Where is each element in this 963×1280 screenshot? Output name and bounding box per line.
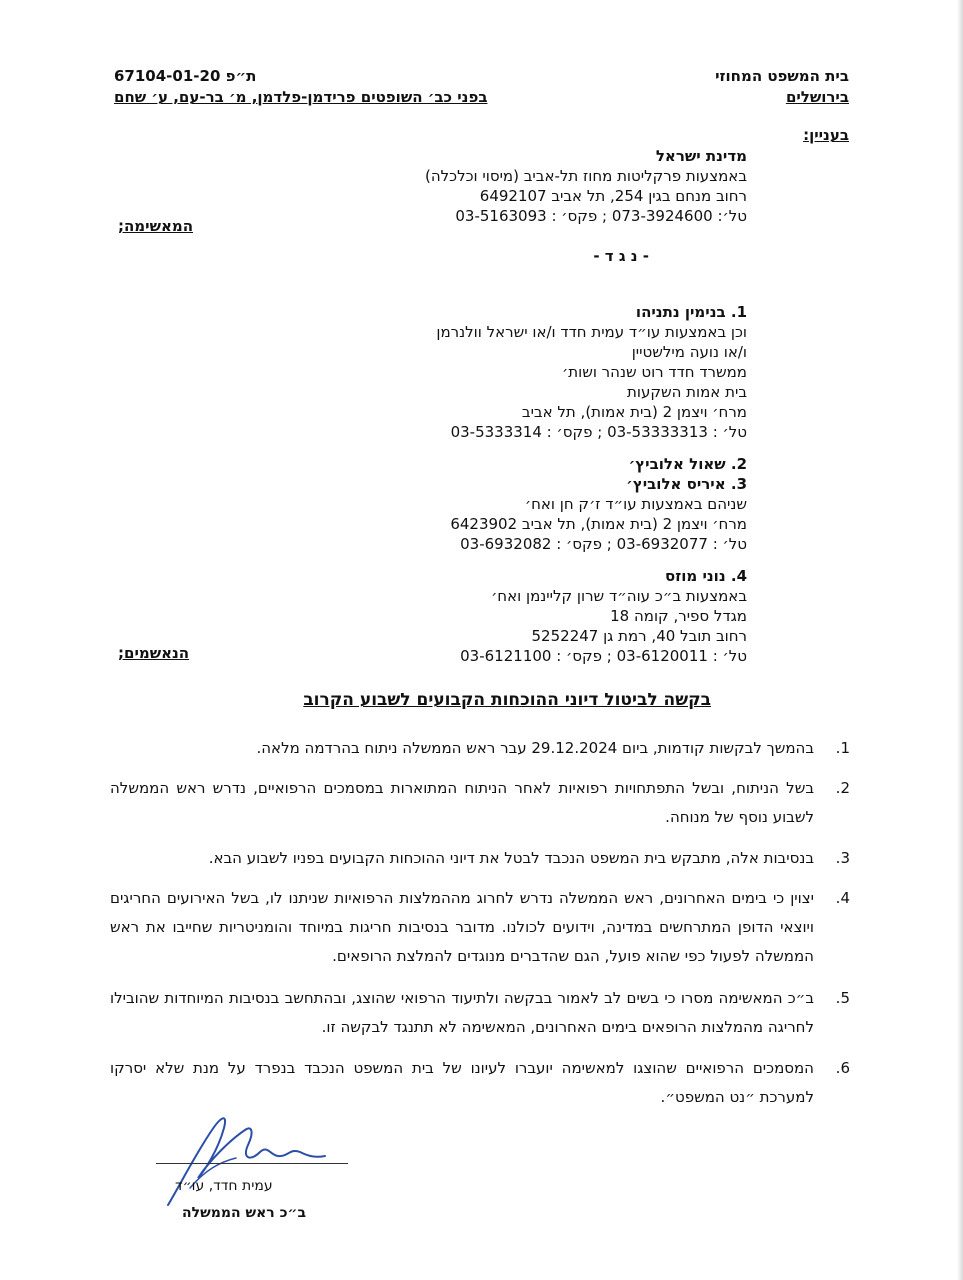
paragraph-2 [110, 774, 850, 832]
paragraph-number: 6. [835, 1059, 850, 1077]
defendant1-line: ממשרד חדד רוט שנהר ושות׳ [562, 363, 747, 381]
prosecution-block [425, 146, 747, 226]
defendant3-name: 3. איריס אלוביץ׳ [626, 475, 747, 493]
defendant1-line: מרח׳ ויצמן 2 (בית אמות), תל אביב [521, 403, 747, 421]
paragraph-number: 5. [835, 989, 850, 1007]
paragraph-number: 2. [835, 779, 850, 797]
defendants23-line: שניהם באמצעות עו״ד ז׳ק חן ואח׳ [524, 495, 747, 513]
court-name-line2: בירושלים [785, 88, 849, 106]
defendant1-name: 1. בנימין נתניהו [635, 303, 747, 321]
paragraph-number: 1. [835, 739, 850, 757]
signature-line [156, 1163, 348, 1164]
defendant4-name: 4. נוני מוזס [665, 567, 747, 585]
paragraph-text: בנסיבות אלה, מתבקש בית המשפט הנכבד לבטל את דיוני ההוכחות הקבועים בפניו לשבוע הבא. [208, 849, 814, 867]
page-edge-shadow [957, 0, 963, 1280]
defendant1-line: בית אמות השקעות [627, 383, 747, 401]
defendant1-block [436, 302, 747, 442]
judges-panel: בפני כב׳ השופטים פרידמן-פלדמן, מ׳ בר-עם, ע׳ שחם [114, 88, 488, 106]
paragraph-text: בשל הניתוח, ובשל התפתחויות רפואיות לאחר הניתוח המתוארות במסמכים הרפואיים, נדרש ראש הממשלה לשבוע נוסף של מנוחה. [110, 779, 814, 826]
paragraph-4 [110, 884, 850, 971]
signatory-role: ב״כ ראש הממשלה [182, 1205, 306, 1221]
defendants23-line: מרח׳ ויצמן 2 (בית אמות), תל אביב 6423902 [450, 515, 747, 533]
defendants23-block [450, 454, 747, 554]
paragraph-number: 3. [835, 849, 850, 867]
paragraph-text: בהמשך לבקשות קודמות, ביום 29.12.2024 עבר ראש הממשלה ניתוח בהרדמה מלאה. [256, 739, 814, 757]
defendant4-line: באמצעות ב״כ עוה״ד שרון קליינמן ואח׳ [491, 587, 747, 605]
defendants23-line: טל׳ : 03-6932077 ; פקס׳ : 03-6932082 [460, 535, 747, 553]
matter-label: בעניין: [803, 126, 849, 144]
case-number: ת״פ 67104-01-20 [114, 67, 257, 85]
signatory-name: עמית חדד, עו״ד [175, 1178, 273, 1194]
paragraph-text: ב״כ המאשימה מסרו כי בשים לב לאמור בבקשה ולתיעוד הרפואי שהוצג, ובהתחשב בנסיבות המיוחדות שהובילו לחריגה מהמלצות הרופאים בימים האחרונים, המאשימה לא תתנגד לבקשה זו. [110, 989, 814, 1036]
defendant4-line: טל׳ : 03-6120011 ; פקס׳ : 03-6121100 [460, 647, 747, 665]
defendant4-line: רחוב תובל 40, רמת גן 5252247 [531, 627, 747, 645]
versus-label: - נ ג ד - [593, 247, 649, 265]
paragraph-5 [110, 984, 850, 1042]
prosecution-line: טל׳: 073-3924600 ; פקס׳ : 03-5163093 [455, 207, 747, 225]
prosecution-role: המאשימה; [118, 217, 194, 235]
request-title: בקשה לביטול דיוני ההוכחות הקבועים לשבוע הקרוב [303, 690, 711, 710]
prosecution-name: מדינת ישראל [655, 147, 747, 165]
court-name-line1: בית המשפט המחוזי [715, 67, 849, 85]
defendant1-line: ו/או נועה מילשטיין [631, 343, 747, 361]
defendant1-line: וכן באמצעות עו״ד עמית חדד ו/או ישראל וולנרמן [436, 323, 747, 341]
paragraph-text: המסמכים הרפואיים שהוצגו למאשימה יועברו לעיונו של בית המשפט הנכבד בנפרד על מנת שלא יסרקו למערכת ״נט המשפט״. [110, 1059, 814, 1106]
paragraph-number: 4. [835, 889, 850, 907]
defendant4-line: מגדל ספיר, קומה 18 [610, 607, 747, 625]
paragraph-1 [110, 734, 850, 763]
defendant1-line: טל׳ : 03-53333313 ; פקס׳ : 03-5333314 [450, 423, 747, 441]
defendant2-name: 2. שאול אלוביץ׳ [628, 455, 747, 473]
prosecution-line: באמצעות פרקליטות מחוז תל-אביב (מיסוי וכלכלה) [424, 167, 747, 185]
paragraph-3 [110, 844, 850, 873]
prosecution-line: רחוב מנחם בגין 254, תל אביב 6492107 [479, 187, 747, 205]
defendant4-block [460, 566, 747, 666]
paragraph-text: יצוין כי בימים האחרונים, ראש הממשלה נדרש לחרוג מההמלצות הרפואיות שניתנו לו, בשל האירועים החריגים ויוצאי הדופן המתרחשים במדינה, וידועים לכולנו. מדובר בנסיבות חריגות במיוחד והומניטריות שחייבו את ראש הממשלה לפעול כפי שהוא פועל, הגם שהדברים מנוגדים להמלצת הרופאים. [110, 889, 814, 965]
court-name [715, 66, 849, 108]
defendants-role: הנאשמים; [118, 644, 190, 662]
